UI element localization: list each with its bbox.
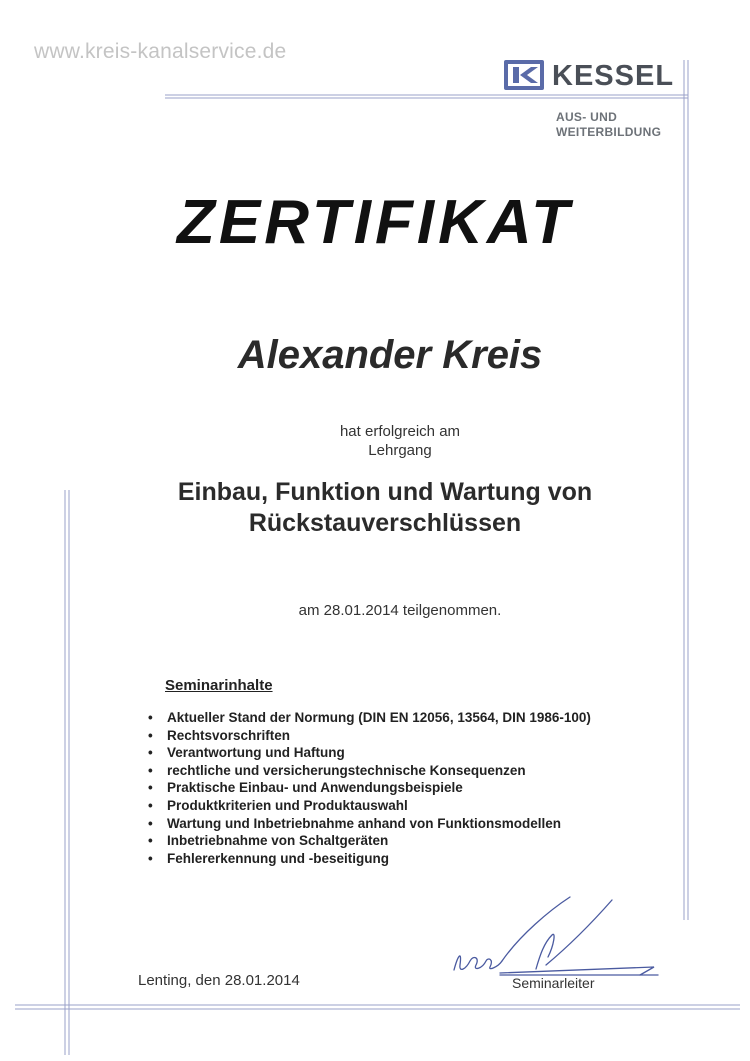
- course-title: [0, 477, 750, 539]
- logo-subtitle-line1: AUS- UND: [556, 110, 618, 124]
- course-title-line2: Rückstauverschlüssen: [248, 509, 522, 537]
- list-item: • Aktueller Stand der Normung (DIN EN 12056, 13564, DIN 1986-100): [148, 709, 591, 727]
- list-item: • Praktische Einbau- und Anwendungsbeispiele: [148, 779, 591, 797]
- list-item: • Fehlererkennung und -beseitigung: [148, 850, 591, 868]
- logo-subtitle: [556, 110, 661, 140]
- list-item: • rechtliche und versicherungstechnische Konsequenzen: [148, 762, 591, 780]
- intro-line2: Lehrgang: [368, 442, 432, 459]
- handwritten-signature: [440, 895, 670, 985]
- kessel-logo: [504, 58, 679, 94]
- logo-subtitle-line2: WEITERBILDUNG: [556, 125, 662, 139]
- signature-label: Seminarleiter: [512, 975, 595, 991]
- attendance-statement: am 28.01.2014 teilgenommen.: [298, 602, 502, 619]
- website-watermark: www.kreis-kanalservice.de: [34, 40, 287, 63]
- place-and-date: Lenting, den 28.01.2014: [138, 972, 300, 989]
- kessel-logo-icon: [504, 60, 544, 90]
- intro-text: [0, 422, 750, 460]
- seminar-contents-list: [148, 709, 591, 867]
- intro-line1: hat erfolgreich am: [339, 423, 461, 440]
- certificate-title: ZERTIFIKAT: [177, 188, 573, 257]
- list-item: • Inbetriebnahme von Schaltgeräten: [148, 832, 591, 850]
- seminar-contents-heading: Seminarinhalte: [165, 677, 273, 694]
- course-title-line1: Einbau, Funktion und Wartung von: [177, 478, 593, 506]
- list-item: • Wartung und Inbetriebnahme anhand von Funktionsmodellen: [148, 815, 591, 833]
- list-item: • Produktkriterien und Produktauswahl: [148, 797, 591, 815]
- list-item: • Rechtsvorschriften: [148, 727, 591, 745]
- recipient-name: Alexander Kreis: [237, 333, 543, 377]
- kessel-brand-text: KESSEL: [552, 60, 675, 92]
- list-item: • Verantwortung und Haftung: [148, 744, 591, 762]
